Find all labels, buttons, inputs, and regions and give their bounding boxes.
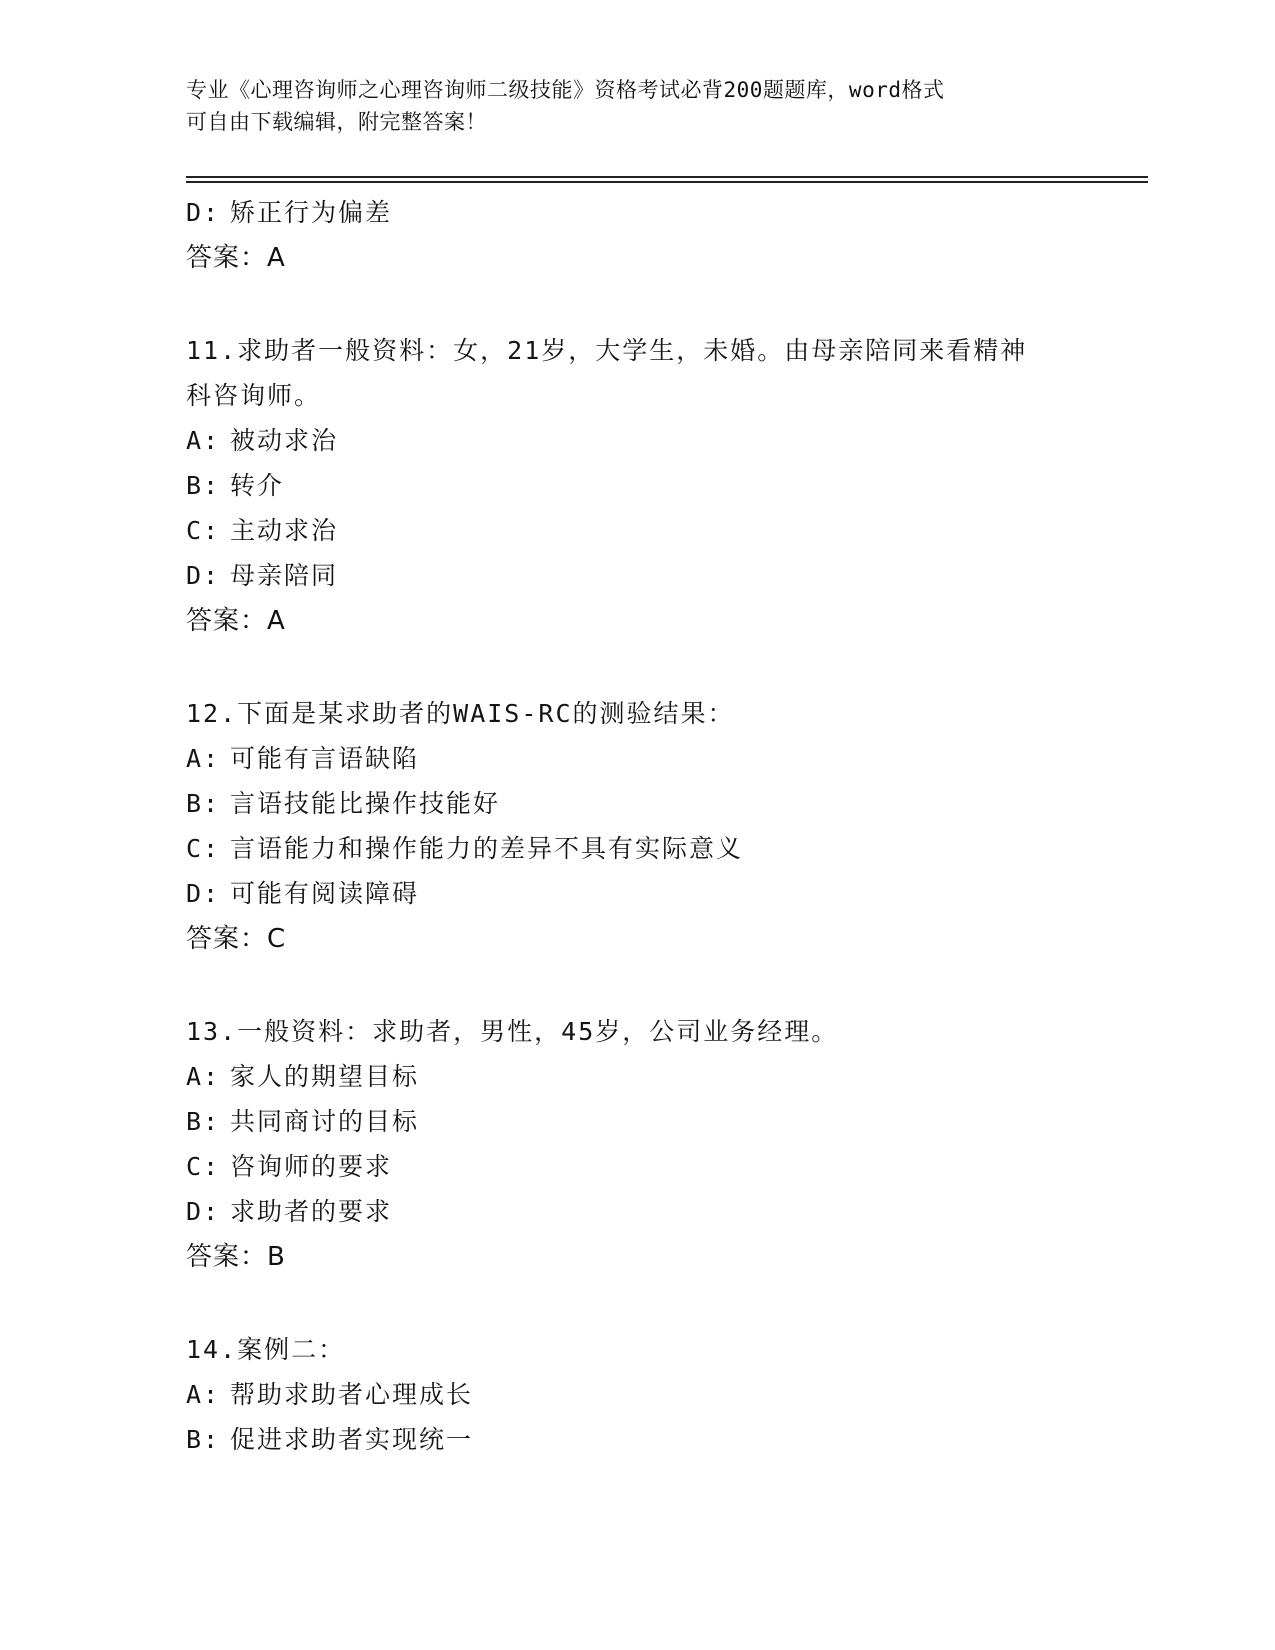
answer-label: 答案： [186, 243, 268, 273]
option-text: 共同商讨的目标 [230, 1107, 420, 1136]
option-key: D: [186, 879, 221, 908]
option-key: A: [186, 426, 221, 455]
option-text: 言语能力和操作能力的差异不具有实际意义 [230, 834, 744, 863]
question-text: 14.案例二： [186, 1335, 346, 1364]
option-text: 转介 [230, 471, 285, 500]
document-header [186, 74, 1106, 138]
option-key: D: [186, 1197, 221, 1226]
answer-line [186, 598, 1146, 644]
option-text: 主动求治 [230, 516, 339, 545]
header-divider-top [186, 176, 1148, 178]
question-text: 11.求助者一般资料：女，21岁，大学生，未婚。由母亲陪同来看精神 [186, 336, 1028, 365]
header-title-line2: 可自由下载编辑，附完整答案！ [186, 110, 487, 134]
option-key: D: [186, 198, 221, 227]
option-text: 咨询师的要求 [230, 1152, 393, 1181]
option-key: C: [186, 1152, 221, 1181]
answer-label: 答案： [186, 924, 268, 954]
answer-value: C [267, 924, 286, 954]
answer-label: 答案： [186, 606, 268, 636]
option-c [186, 508, 1146, 553]
header-title-line1: 专业《心理咨询师之心理咨询师二级技能》资格考试必背200题题库，word格式 [186, 78, 945, 102]
answer-line [186, 1234, 1146, 1280]
option-text: 帮助求助者心理成长 [230, 1380, 474, 1409]
option-c [186, 826, 1146, 871]
option-c [186, 1144, 1146, 1189]
answer-value: A [267, 606, 285, 636]
answer-label: 答案： [186, 1242, 268, 1272]
option-text: 言语技能比操作技能好 [230, 789, 501, 818]
option-key: C: [186, 516, 221, 545]
header-divider-bottom [186, 181, 1148, 183]
option-key: B: [186, 1425, 221, 1454]
option-a [186, 1372, 1146, 1417]
answer-line [186, 916, 1146, 962]
question-block-13 [186, 1009, 1146, 1280]
option-a [186, 1054, 1146, 1099]
option-text: 求助者的要求 [230, 1197, 393, 1226]
option-d [186, 1189, 1146, 1234]
option-key: B: [186, 789, 221, 818]
option-b [186, 1099, 1146, 1144]
option-text: 可能有阅读障碍 [230, 879, 420, 908]
option-key: D: [186, 561, 221, 590]
question-text-continued: 科咨询师。 [186, 381, 322, 410]
option-text: 矫正行为偏差 [230, 198, 393, 227]
question-block-11 [186, 328, 1146, 644]
option-key: B: [186, 471, 221, 500]
option-text: 可能有言语缺陷 [230, 744, 420, 773]
option-text: 家人的期望目标 [230, 1062, 420, 1091]
option-key: C: [186, 834, 221, 863]
option-a [186, 736, 1146, 781]
option-key: B: [186, 1107, 221, 1136]
option-b [186, 781, 1146, 826]
option-b [186, 1417, 1146, 1462]
option-d [186, 190, 1146, 235]
option-text: 被动求治 [230, 426, 339, 455]
question-text: 13.一般资料：求助者，男性，45岁，公司业务经理。 [186, 1017, 839, 1046]
option-key: A: [186, 1062, 221, 1091]
question-block-14 [186, 1327, 1146, 1462]
option-a [186, 418, 1146, 463]
option-text: 母亲陪同 [230, 561, 339, 590]
answer-line [186, 235, 1146, 281]
question-block-12 [186, 691, 1146, 962]
option-key: A: [186, 744, 221, 773]
option-b [186, 463, 1146, 508]
option-key: A: [186, 1380, 221, 1409]
answer-value: A [267, 243, 285, 273]
answer-value: B [267, 1242, 285, 1272]
question-block-10 [186, 190, 1146, 281]
option-d [186, 871, 1146, 916]
question-text: 12.下面是某求助者的WAIS-RC的测验结果： [186, 699, 735, 728]
question-list [186, 190, 1146, 1462]
option-text: 促进求助者实现统一 [230, 1425, 474, 1454]
option-d [186, 553, 1146, 598]
